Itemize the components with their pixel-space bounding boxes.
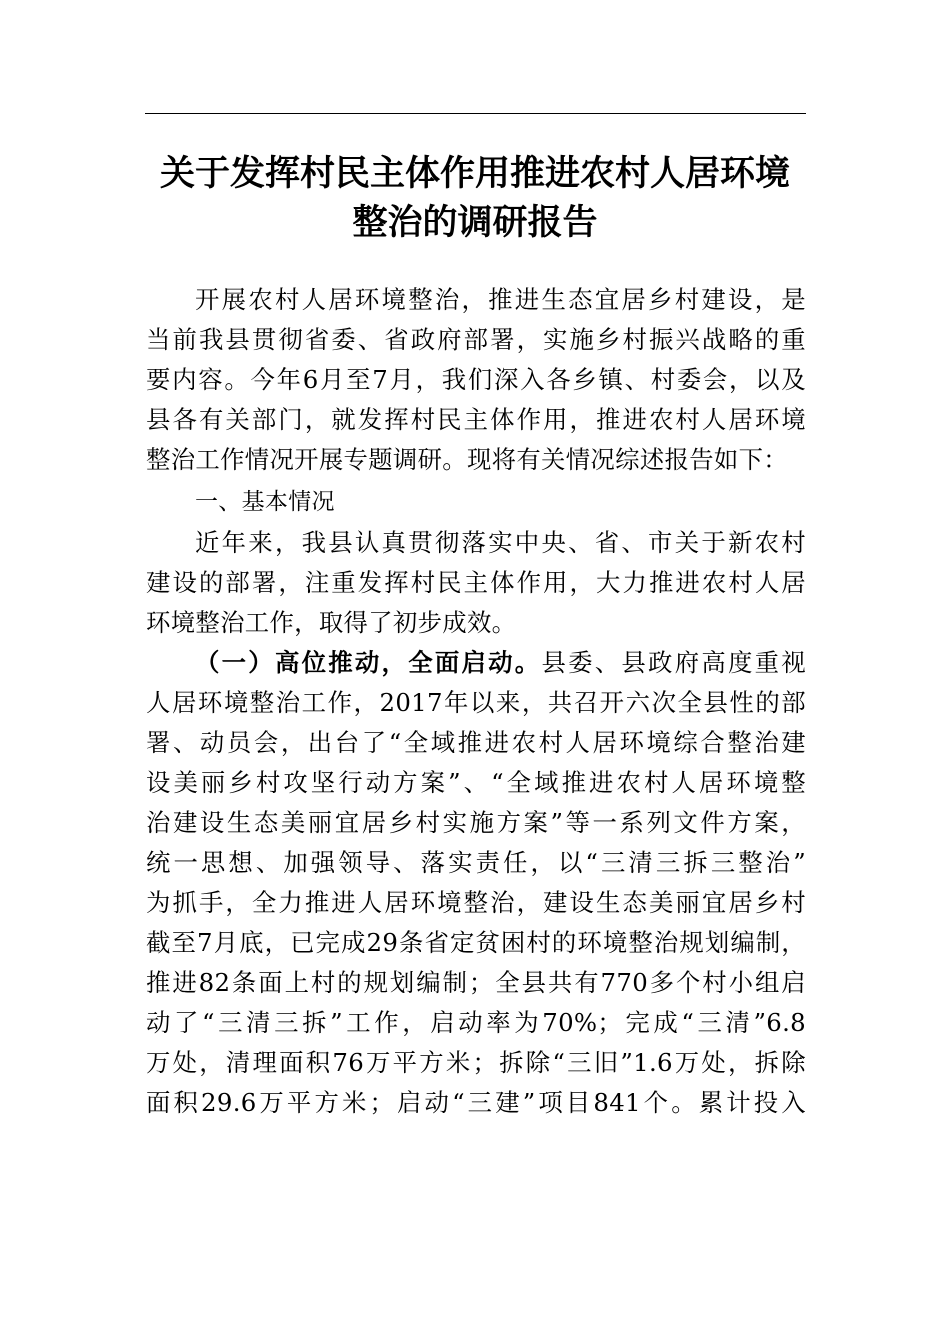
paragraph-line: 统一思想、加强领导、落实责任，以“三清三拆三整治” — [146, 848, 806, 877]
paragraph-line: 人居环境整治工作，2017年以来，共召开六次全县性的部 — [146, 688, 806, 717]
paragraph-line: 截至7月底，已完成29条省定贫困村的环境整治规划编制， — [146, 928, 806, 957]
subsection-lead-text: 县委、县政府高度重视 — [541, 648, 806, 677]
paragraph-line: 动了“三清三拆”工作，启动率为70%；完成“三清”6.8 — [146, 1008, 806, 1037]
paragraph-line: 推进82条面上村的规划编制；全县共有770多个村小组启 — [146, 968, 806, 997]
paragraph-line: 建设的部署，注重发挥村民主体作用，大力推进农村人居 — [146, 568, 806, 597]
paragraph-line: 为抓手，全力推进人居环境整治，建设生态美丽宜居乡村 — [146, 888, 806, 917]
paragraph-line: 署、动员会，出台了“全域推进农村人居环境综合整治建 — [146, 728, 806, 757]
paragraph-line: 面积29.6万平方米；启动“三建”项目841个。累计投入 — [146, 1088, 806, 1117]
header-rule — [145, 113, 806, 114]
section-heading: 一、基本情况 — [195, 489, 335, 515]
title-line: 整治的调研报告 — [352, 203, 598, 243]
paragraph-line: 整治工作情况开展专题调研。现将有关情况综述报告如下： — [146, 445, 788, 474]
document-title — [120, 150, 830, 248]
subsection-paragraph — [146, 643, 806, 1123]
subsection-heading: （一）高位推动，全面启动。 — [195, 648, 542, 677]
paragraph-line: 治建设生态美丽宜居乡村实施方案”等一系列文件方案， — [146, 808, 806, 837]
paragraph-line: 万处，清理面积76万平方米；拆除“三旧”1.6万处，拆除 — [146, 1048, 806, 1077]
paragraph-line: 设美丽乡村攻坚行动方案”、“全域推进农村人居环境整 — [146, 768, 806, 797]
paragraph-line: 当前我县贯彻省委、省政府部署，实施乡村振兴战略的重 — [146, 325, 806, 354]
section-paragraph — [146, 523, 806, 643]
paragraph-line: 开展农村人居环境整治，推进生态宜居乡村建设，是 — [195, 285, 806, 314]
paragraph-line — [146, 643, 806, 683]
paragraph-line: 近年来，我县认真贯彻落实中央、省、市关于新农村 — [195, 528, 806, 557]
title-line: 关于发挥村民主体作用推进农村人居环境 — [159, 154, 790, 194]
paragraph-line: 环境整治工作，取得了初步成效。 — [146, 608, 517, 637]
document-body — [146, 280, 806, 1123]
paragraph-line: 要内容。今年6月至7月，我们深入各乡镇、村委会，以及 — [146, 365, 806, 394]
intro-paragraph — [146, 280, 806, 480]
paragraph-line: 县各有关部门，就发挥村民主体作用，推进农村人居环境 — [146, 405, 806, 434]
